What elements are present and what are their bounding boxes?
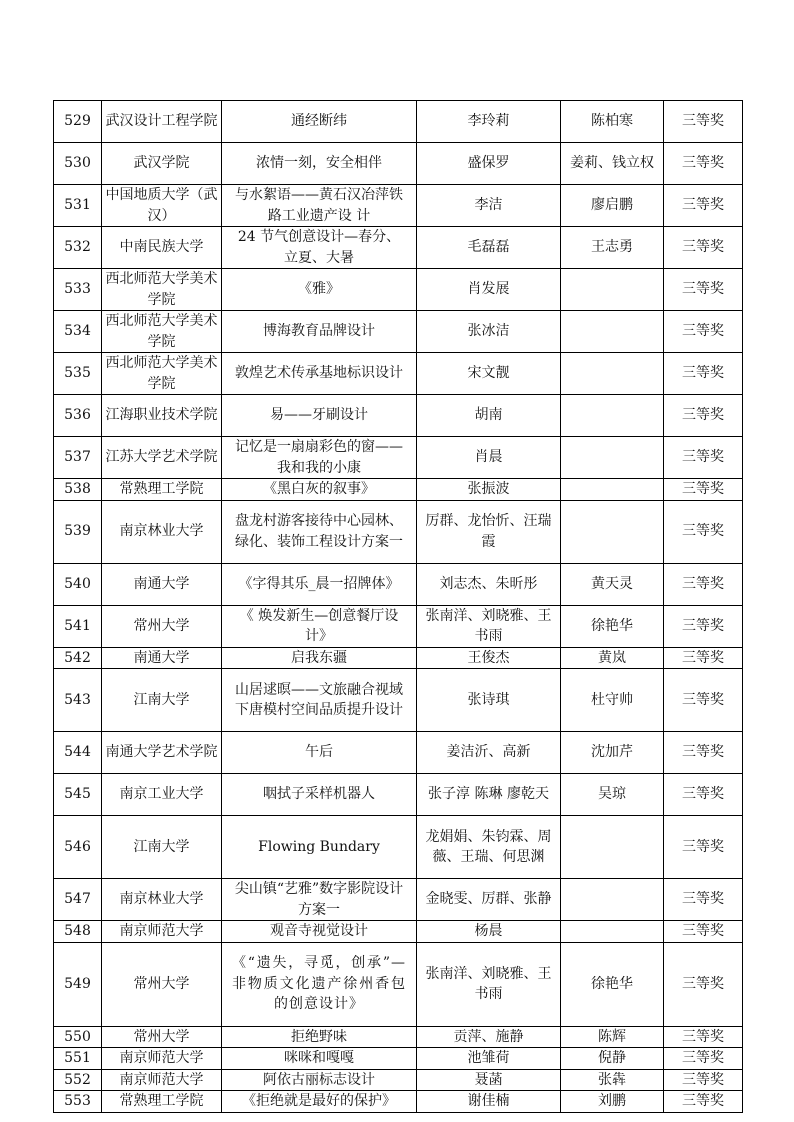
- work-title-cell: 《拒绝就是最好的保护》: [222, 1091, 417, 1113]
- authors-cell: 张诗琪: [417, 669, 561, 732]
- advisor-cell: [561, 500, 664, 563]
- table-row: [54, 479, 743, 501]
- work-title-cell: 记忆是一扇扇彩色的窗——我和我的小康: [222, 437, 417, 479]
- school-name-cell: 中国地质大学（武汉）: [102, 185, 222, 227]
- work-title-cell: 盘龙村游客接待中心园林、绿化、装饰工程设计方案一: [222, 500, 417, 563]
- authors-cell: 聂菡: [417, 1069, 561, 1091]
- award-level-cell: 三等奖: [664, 732, 743, 774]
- entry-number-cell: 550: [54, 1026, 102, 1048]
- authors-cell: 毛磊磊: [417, 227, 561, 269]
- school-name-cell: 武汉学院: [102, 143, 222, 185]
- work-title-cell: 山居逑暝——文旅融合视域下唐模村空间品质提升设计: [222, 669, 417, 732]
- advisor-cell: 杜守帅: [561, 669, 664, 732]
- entry-number-cell: 529: [54, 101, 102, 143]
- entry-number-cell: 538: [54, 479, 102, 501]
- school-name-cell: 常州大学: [102, 1026, 222, 1048]
- advisor-cell: 倪静: [561, 1048, 664, 1070]
- award-level-cell: 三等奖: [664, 500, 743, 563]
- table-row: [54, 500, 743, 563]
- school-name-cell: 南京师范大学: [102, 1048, 222, 1070]
- work-title-cell: 观音寺视觉设计: [222, 921, 417, 943]
- school-name-cell: 南京师范大学: [102, 1069, 222, 1091]
- authors-cell: 谢佳楠: [417, 1091, 561, 1113]
- table-row: [54, 101, 743, 143]
- school-name-cell: 江苏大学艺术学院: [102, 437, 222, 479]
- authors-cell: 肖晨: [417, 437, 561, 479]
- work-title-cell: 《 焕发新生—创意餐厅设计》: [222, 605, 417, 647]
- award-level-cell: 三等奖: [664, 311, 743, 353]
- award-level-cell: 三等奖: [664, 879, 743, 921]
- table-row: [54, 437, 743, 479]
- advisor-cell: 姜莉、钱立权: [561, 143, 664, 185]
- advisor-cell: 张犇: [561, 1069, 664, 1091]
- work-title-cell: 《“遗失，寻觅，创承”—非物质文化遗产徐州香包的创意设计》: [222, 942, 417, 1026]
- school-name-cell: 南通大学艺术学院: [102, 732, 222, 774]
- award-level-cell: 三等奖: [664, 269, 743, 311]
- work-title-cell: 与水絮语——黄石汉冶萍铁路工业遗产设 计: [222, 185, 417, 227]
- award-table-body: [54, 101, 743, 1113]
- advisor-cell: 徐艳华: [561, 605, 664, 647]
- entry-number-cell: 532: [54, 227, 102, 269]
- award-table: [53, 100, 743, 1113]
- award-level-cell: 三等奖: [664, 353, 743, 395]
- entry-number-cell: 544: [54, 732, 102, 774]
- table-row: [54, 227, 743, 269]
- award-level-cell: 三等奖: [664, 669, 743, 732]
- table-row: [54, 1026, 743, 1048]
- table-row: [54, 942, 743, 1026]
- authors-cell: 姜洁沂、高新: [417, 732, 561, 774]
- school-name-cell: 西北师范大学美术学院: [102, 353, 222, 395]
- authors-cell: 胡南: [417, 395, 561, 437]
- advisor-cell: 黄岚: [561, 647, 664, 669]
- advisor-cell: 黄天灵: [561, 563, 664, 605]
- table-row: [54, 1048, 743, 1070]
- work-title-cell: 24 节气创意设计—春分、立夏、大暑: [222, 227, 417, 269]
- entry-number-cell: 533: [54, 269, 102, 311]
- entry-number-cell: 540: [54, 563, 102, 605]
- advisor-cell: 陈辉: [561, 1026, 664, 1048]
- table-row: [54, 605, 743, 647]
- award-level-cell: 三等奖: [664, 395, 743, 437]
- table-row: [54, 143, 743, 185]
- entry-number-cell: 551: [54, 1048, 102, 1070]
- award-level-cell: 三等奖: [664, 647, 743, 669]
- work-title-cell: Flowing Bundary: [222, 816, 417, 879]
- award-level-cell: 三等奖: [664, 921, 743, 943]
- entry-number-cell: 548: [54, 921, 102, 943]
- work-title-cell: 博海教育品牌设计: [222, 311, 417, 353]
- school-name-cell: 中南民族大学: [102, 227, 222, 269]
- advisor-cell: [561, 311, 664, 353]
- work-title-cell: 《黑白灰的叙事》: [222, 479, 417, 501]
- entry-number-cell: 534: [54, 311, 102, 353]
- school-name-cell: 南京师范大学: [102, 921, 222, 943]
- school-name-cell: 南京工业大学: [102, 774, 222, 816]
- school-name-cell: 武汉设计工程学院: [102, 101, 222, 143]
- school-name-cell: 常州大学: [102, 605, 222, 647]
- work-title-cell: 易——牙刷设计: [222, 395, 417, 437]
- work-title-cell: 通经断纬: [222, 101, 417, 143]
- authors-cell: 金晓雯、厉群、张静: [417, 879, 561, 921]
- work-title-cell: 咽拭子采样机器人: [222, 774, 417, 816]
- entry-number-cell: 542: [54, 647, 102, 669]
- work-title-cell: 阿依古丽标志设计: [222, 1069, 417, 1091]
- advisor-cell: [561, 816, 664, 879]
- table-row: [54, 1091, 743, 1113]
- authors-cell: 王俊杰: [417, 647, 561, 669]
- authors-cell: 张子淳 陈琳 廖乾天: [417, 774, 561, 816]
- work-title-cell: 《雅》: [222, 269, 417, 311]
- award-level-cell: 三等奖: [664, 942, 743, 1026]
- award-level-cell: 三等奖: [664, 605, 743, 647]
- entry-number-cell: 547: [54, 879, 102, 921]
- work-title-cell: 咪咪和嘎嘎: [222, 1048, 417, 1070]
- award-level-cell: 三等奖: [664, 774, 743, 816]
- advisor-cell: 廖启鹏: [561, 185, 664, 227]
- work-title-cell: 《字得其乐_晨一招牌体》: [222, 563, 417, 605]
- school-name-cell: 常熟理工学院: [102, 1091, 222, 1113]
- school-name-cell: 江南大学: [102, 816, 222, 879]
- school-name-cell: 西北师范大学美术学院: [102, 269, 222, 311]
- entry-number-cell: 531: [54, 185, 102, 227]
- table-row: [54, 921, 743, 943]
- advisor-cell: [561, 395, 664, 437]
- authors-cell: 厉群、龙怡忻、汪瑞霞: [417, 500, 561, 563]
- entry-number-cell: 549: [54, 942, 102, 1026]
- table-row: [54, 647, 743, 669]
- advisor-cell: 陈柏寒: [561, 101, 664, 143]
- authors-cell: 李玲莉: [417, 101, 561, 143]
- table-row: [54, 185, 743, 227]
- authors-cell: 张南洋、刘晓雅、王书雨: [417, 605, 561, 647]
- entry-number-cell: 530: [54, 143, 102, 185]
- advisor-cell: 刘鹏: [561, 1091, 664, 1113]
- school-name-cell: 南京林业大学: [102, 500, 222, 563]
- table-row: [54, 269, 743, 311]
- entry-number-cell: 536: [54, 395, 102, 437]
- entry-number-cell: 539: [54, 500, 102, 563]
- school-name-cell: 江海职业技术学院: [102, 395, 222, 437]
- school-name-cell: 江南大学: [102, 669, 222, 732]
- table-row: [54, 395, 743, 437]
- work-title-cell: 尖山镇“艺雅”数字影院设计方案一: [222, 879, 417, 921]
- work-title-cell: 启我东疆: [222, 647, 417, 669]
- school-name-cell: 南通大学: [102, 563, 222, 605]
- entry-number-cell: 546: [54, 816, 102, 879]
- award-level-cell: 三等奖: [664, 1091, 743, 1113]
- advisor-cell: [561, 879, 664, 921]
- work-title-cell: 敦煌艺术传承基地标识设计: [222, 353, 417, 395]
- award-level-cell: 三等奖: [664, 437, 743, 479]
- award-level-cell: 三等奖: [664, 563, 743, 605]
- award-level-cell: 三等奖: [664, 101, 743, 143]
- authors-cell: 张冰洁: [417, 311, 561, 353]
- advisor-cell: [561, 437, 664, 479]
- school-name-cell: 南京林业大学: [102, 879, 222, 921]
- entry-number-cell: 543: [54, 669, 102, 732]
- entry-number-cell: 545: [54, 774, 102, 816]
- school-name-cell: 南通大学: [102, 647, 222, 669]
- award-level-cell: 三等奖: [664, 143, 743, 185]
- table-row: [54, 774, 743, 816]
- table-row: [54, 669, 743, 732]
- advisor-cell: 沈加芹: [561, 732, 664, 774]
- award-level-cell: 三等奖: [664, 227, 743, 269]
- entry-number-cell: 535: [54, 353, 102, 395]
- work-title-cell: 拒绝野味: [222, 1026, 417, 1048]
- authors-cell: 肖发展: [417, 269, 561, 311]
- advisor-cell: 吴琼: [561, 774, 664, 816]
- entry-number-cell: 553: [54, 1091, 102, 1113]
- advisor-cell: [561, 479, 664, 501]
- entry-number-cell: 552: [54, 1069, 102, 1091]
- table-row: [54, 879, 743, 921]
- work-title-cell: 午后: [222, 732, 417, 774]
- advisor-cell: 徐艳华: [561, 942, 664, 1026]
- award-level-cell: 三等奖: [664, 1069, 743, 1091]
- advisor-cell: [561, 353, 664, 395]
- entry-number-cell: 541: [54, 605, 102, 647]
- authors-cell: 贡萍、施静: [417, 1026, 561, 1048]
- table-row: [54, 1069, 743, 1091]
- advisor-cell: [561, 269, 664, 311]
- authors-cell: 刘志杰、朱昕彤: [417, 563, 561, 605]
- table-row: [54, 563, 743, 605]
- authors-cell: 李洁: [417, 185, 561, 227]
- award-level-cell: 三等奖: [664, 479, 743, 501]
- authors-cell: 宋文靓: [417, 353, 561, 395]
- table-row: [54, 732, 743, 774]
- table-row: [54, 816, 743, 879]
- award-level-cell: 三等奖: [664, 816, 743, 879]
- table-row: [54, 311, 743, 353]
- authors-cell: 张南洋、刘晓雅、王书雨: [417, 942, 561, 1026]
- advisor-cell: [561, 921, 664, 943]
- entry-number-cell: 537: [54, 437, 102, 479]
- table-row: [54, 353, 743, 395]
- authors-cell: 张振波: [417, 479, 561, 501]
- authors-cell: 盛保罗: [417, 143, 561, 185]
- authors-cell: 池雏荷: [417, 1048, 561, 1070]
- school-name-cell: 常熟理工学院: [102, 479, 222, 501]
- award-level-cell: 三等奖: [664, 1026, 743, 1048]
- award-level-cell: 三等奖: [664, 185, 743, 227]
- advisor-cell: 王志勇: [561, 227, 664, 269]
- award-level-cell: 三等奖: [664, 1048, 743, 1070]
- authors-cell: 龙娟娟、朱钧霖、周薇、王瑞、何思渊: [417, 816, 561, 879]
- school-name-cell: 西北师范大学美术学院: [102, 311, 222, 353]
- authors-cell: 杨晨: [417, 921, 561, 943]
- school-name-cell: 常州大学: [102, 942, 222, 1026]
- work-title-cell: 浓情一刻，安全相伴: [222, 143, 417, 185]
